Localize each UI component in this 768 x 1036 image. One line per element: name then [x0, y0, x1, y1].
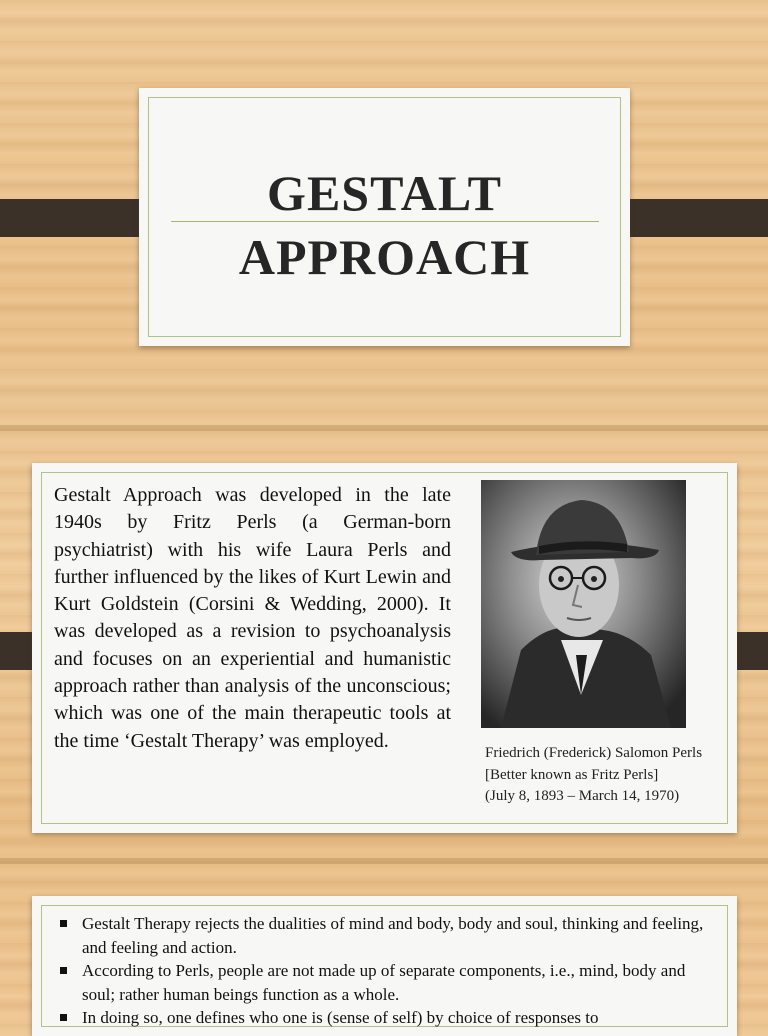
portrait-image: [481, 480, 686, 728]
slide-title-line-1: GESTALT: [267, 165, 502, 221]
title-slide-card: [139, 88, 630, 346]
bullet-text: In doing so, one defines who one is (sense of self) by choice of responses to: [82, 1008, 599, 1027]
bullet-text: Gestalt Therapy rejects the dualities of mind and body, body and soul, thinking and feeling, and feeling and action.: [82, 914, 704, 957]
caption-line-2: [Better known as Fritz Perls]: [485, 766, 659, 783]
slide-title-line-2: APPROACH: [238, 229, 531, 285]
square-bullet-icon: [60, 967, 67, 974]
caption-line-3: (July 8, 1893 – March 14, 1970): [485, 788, 680, 804]
slide-separator: [0, 858, 768, 864]
square-bullet-icon: [60, 920, 67, 927]
decorative-bar-left: [0, 199, 156, 237]
square-bullet-icon: [60, 1014, 67, 1021]
caption-line-1: Friedrich (Frederick) Salomon Perls: [485, 745, 703, 761]
portrait-caption: [485, 743, 735, 808]
slide-separator: [0, 425, 768, 431]
decorative-bar-right: [612, 199, 768, 237]
bullet-text: According to Perls, people are not made up of separate components, i.e., mind, body and soul; rather human beings function as a whole.: [82, 961, 686, 1004]
bullet-item: [58, 1006, 722, 1030]
title-divider: [171, 221, 599, 222]
bullets-slide-card: [32, 896, 737, 1036]
intro-slide-card: [32, 463, 737, 833]
fritz-perls-portrait: [481, 480, 686, 728]
bullet-list: [58, 912, 722, 1030]
bullet-item: [58, 959, 722, 1006]
intro-paragraph: Gestalt Approach was developed in the late 1940s by Fritz Perls (a German-born psychiatrist) with his wife Laura Perls and further influenced by the likes of Kurt Lewin and Kurt Goldstein (Corsini & Wedding, 2000). It was developed as a revision to psychoanalysis and focuses on an experiential and humanistic approach rather than analysis of the unconscious; which was one of the main therapeutic tools at the time ‘Gestalt Therapy’ was employed.: [54, 484, 451, 752]
bullet-item: [58, 912, 722, 959]
